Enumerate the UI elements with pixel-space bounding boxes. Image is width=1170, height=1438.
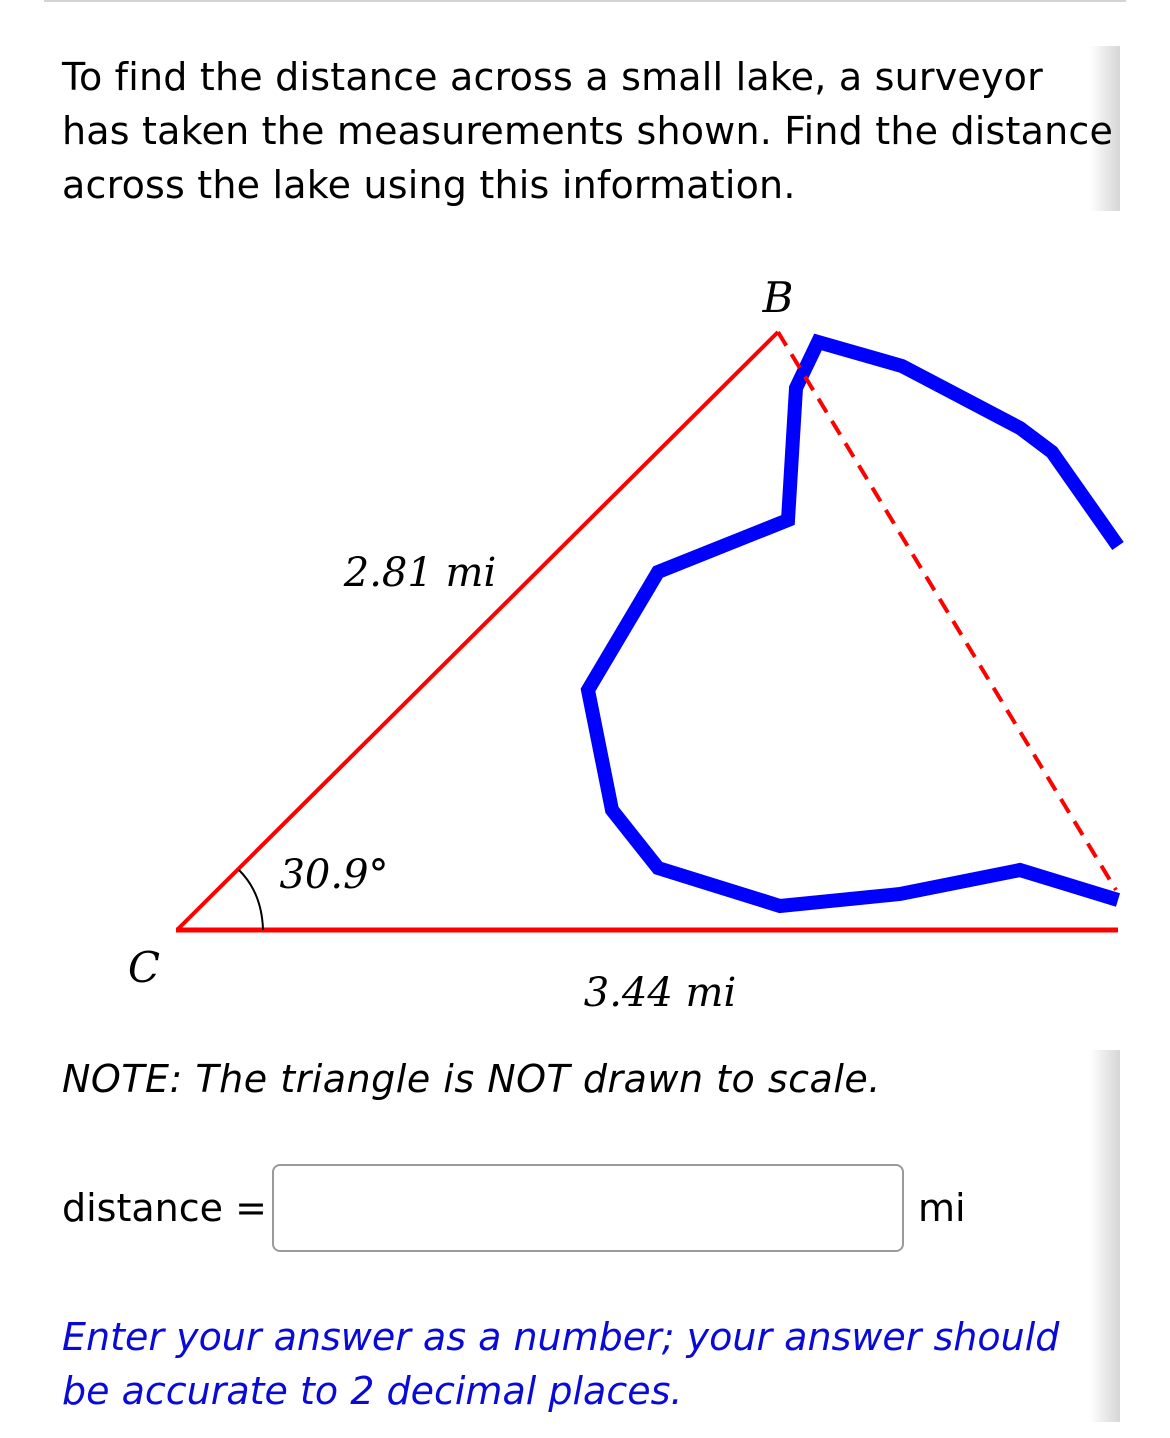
angle-c-value-label: 30.9° bbox=[279, 852, 389, 898]
lake-outline bbox=[588, 342, 1118, 906]
side-ca-length-label: 3.44 mi bbox=[583, 970, 737, 1016]
distance-unit: mi bbox=[918, 1186, 966, 1230]
distance-label: distance = bbox=[62, 1186, 267, 1230]
vertex-b-label: B bbox=[762, 273, 794, 322]
side-cb-line bbox=[178, 332, 778, 929]
question-text: To find the distance across a small lake, a surveyor has taken the measurements shown. Find the distance across the lake using this information. bbox=[62, 55, 1114, 207]
scale-note: NOTE: The triangle is NOT drawn to scale. bbox=[62, 1057, 881, 1101]
answer-hint: Enter your answer as a number; your answer should be accurate to 2 decimal places. bbox=[62, 1315, 1060, 1413]
angle-c-arc bbox=[239, 870, 263, 930]
answer-row bbox=[62, 1164, 966, 1252]
lake-distance-dashed-line bbox=[778, 332, 1116, 890]
distance-input[interactable] bbox=[272, 1164, 904, 1252]
vertex-c-label: C bbox=[127, 943, 161, 992]
scroll-shade-bottom bbox=[1090, 1050, 1120, 1422]
side-cb-length-label: 2.81 mi bbox=[343, 550, 497, 596]
